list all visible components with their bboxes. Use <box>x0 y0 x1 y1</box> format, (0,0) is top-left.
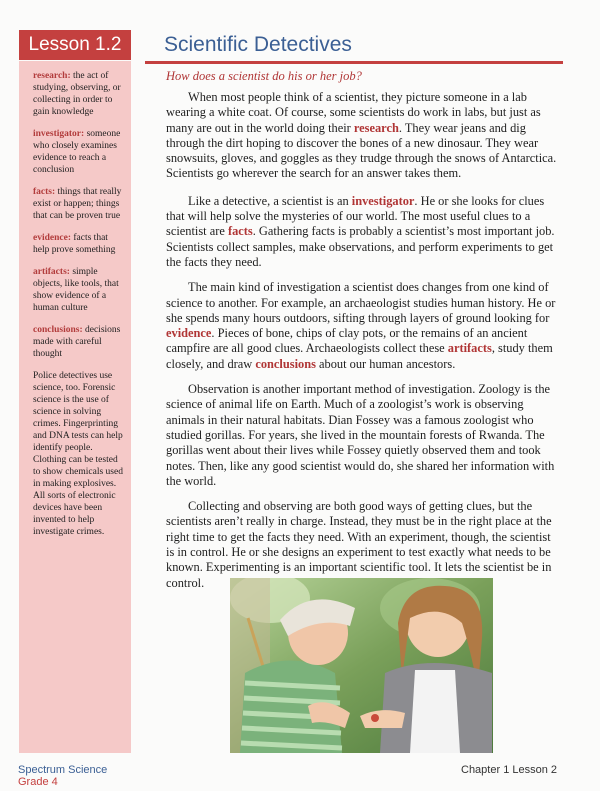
footer-grade: Grade 4 <box>18 776 58 788</box>
children-photo-illustration <box>230 578 493 753</box>
vocab-word: conclusions <box>255 356 316 371</box>
glossary-entry-conclusions <box>33 324 125 360</box>
lesson-title: Scientific Detectives <box>164 33 352 56</box>
footer-book-title: Spectrum Science <box>18 764 108 776</box>
lesson-question: How does a scientist do his or her job? <box>166 69 362 83</box>
children-photo <box>230 578 493 753</box>
glossary-definition: facts that help prove something <box>33 233 116 255</box>
glossary-term: artifacts: <box>33 267 70 277</box>
glossary-term: evidence: <box>33 233 71 243</box>
vocab-word: investigator <box>351 193 415 208</box>
glossary-term: conclusions: <box>33 325 83 335</box>
glossary-definition: the act of studying, observing, or collecting in order to gain knowledge <box>33 71 121 117</box>
body-paragraph: The main kind of investigation a scientist does changes from one kind of science to another. For example, an archaeologist studies human history. He or she spends many hours outdoors, sifting through layers of ground looking for evidence. Pieces of bone, chips of clay pots, or the remains of an ancient campfire are all good clues. Archaeologists collect these artifacts, study them closely, and draw conclusions about our human ancestors. <box>166 280 556 371</box>
vocab-word: facts <box>227 224 253 239</box>
vocabulary-sidebar <box>19 61 131 753</box>
lesson-number-tab: Lesson 1.2 <box>19 30 131 60</box>
body-paragraph: When most people think of a scientist, they picture someone in a lab wearing a white coat. Of course, some scientists do work in labs, but just as many are out in the world doing their research. They wear jeans and dig through the dirt hoping to discover the bones of a new dinosaur. They wear snowsuits, gloves, and goggles as they trudge through the snows of Antarctica. Scientists go wherever the search for an answer takes them. <box>166 90 557 181</box>
sidebar-note: Police detectives use science, too. Forensic science is the use of science in solving crimes. Fingerprinting and DNA tests can help identify people. Clothing can be tested to show chemicals used in making explosives. All sorts of electronic devices have been invented to help investigate crimes. <box>33 371 123 537</box>
glossary-definition: things that really exist or happen; things that can be proven true <box>33 187 122 221</box>
footer-chapter-lesson: Chapter 1 Lesson 2 <box>461 764 558 776</box>
glossary-entry-artifacts <box>33 266 125 314</box>
footer-book-info <box>18 764 107 788</box>
body-paragraph: Like a detective, a scientist is an investigator. He or she looks for clues that will help solve the mysteries of our world. The most useful clues to a scientist are facts. Gathering facts is probably a scientist’s most important job. Scientists collect samples, make observations, and perform experiments to get the facts they need. <box>166 193 555 269</box>
vocab-word: artifacts <box>447 341 492 356</box>
glossary-entry-evidence <box>33 232 125 256</box>
vocab-word: research <box>353 120 399 135</box>
glossary-definition: decisions made with careful thought <box>33 325 121 359</box>
glossary-entry-investigator <box>33 128 125 176</box>
glossary-term: research: <box>33 71 71 81</box>
title-divider <box>145 61 563 64</box>
glossary-entry-facts <box>33 186 125 222</box>
vocab-word: evidence <box>166 326 212 341</box>
body-paragraph: Observation is another important method of investigation. Zoology is the science of animal life on Earth. Much of a zoologist’s work is observing animals in their natural habitats. Dian Fossey was a famous zoologist who studied gorillas. For years, she lived in the mountain forests of Rwanda. The gorillas went about their lives while Fossey quietly observed them and took notes. Then, like any good scientist would do, she shared her information with the world. <box>166 382 555 488</box>
lesson-body <box>166 90 562 601</box>
glossary-entry-research <box>33 70 125 118</box>
glossary-term: facts: <box>33 187 56 197</box>
glossary-definition: simple objects, like tools, that show evidence of a human culture <box>33 267 119 313</box>
glossary-definition: someone who closely examines evidence to reach a conclusion <box>33 129 121 175</box>
glossary-term: investigator: <box>33 129 85 139</box>
body-paragraph: Collecting and observing are both good ways of getting clues, but the scientists aren’t really in charge. Instead, they must be in the right place at the right time to get the facts they need. With an experiment, though, the scientist is in control. He or she designs an experiment to test exactly what needs to be known. Experimenting is an important scientific tool. It lets the scientist be in control. <box>166 499 552 590</box>
